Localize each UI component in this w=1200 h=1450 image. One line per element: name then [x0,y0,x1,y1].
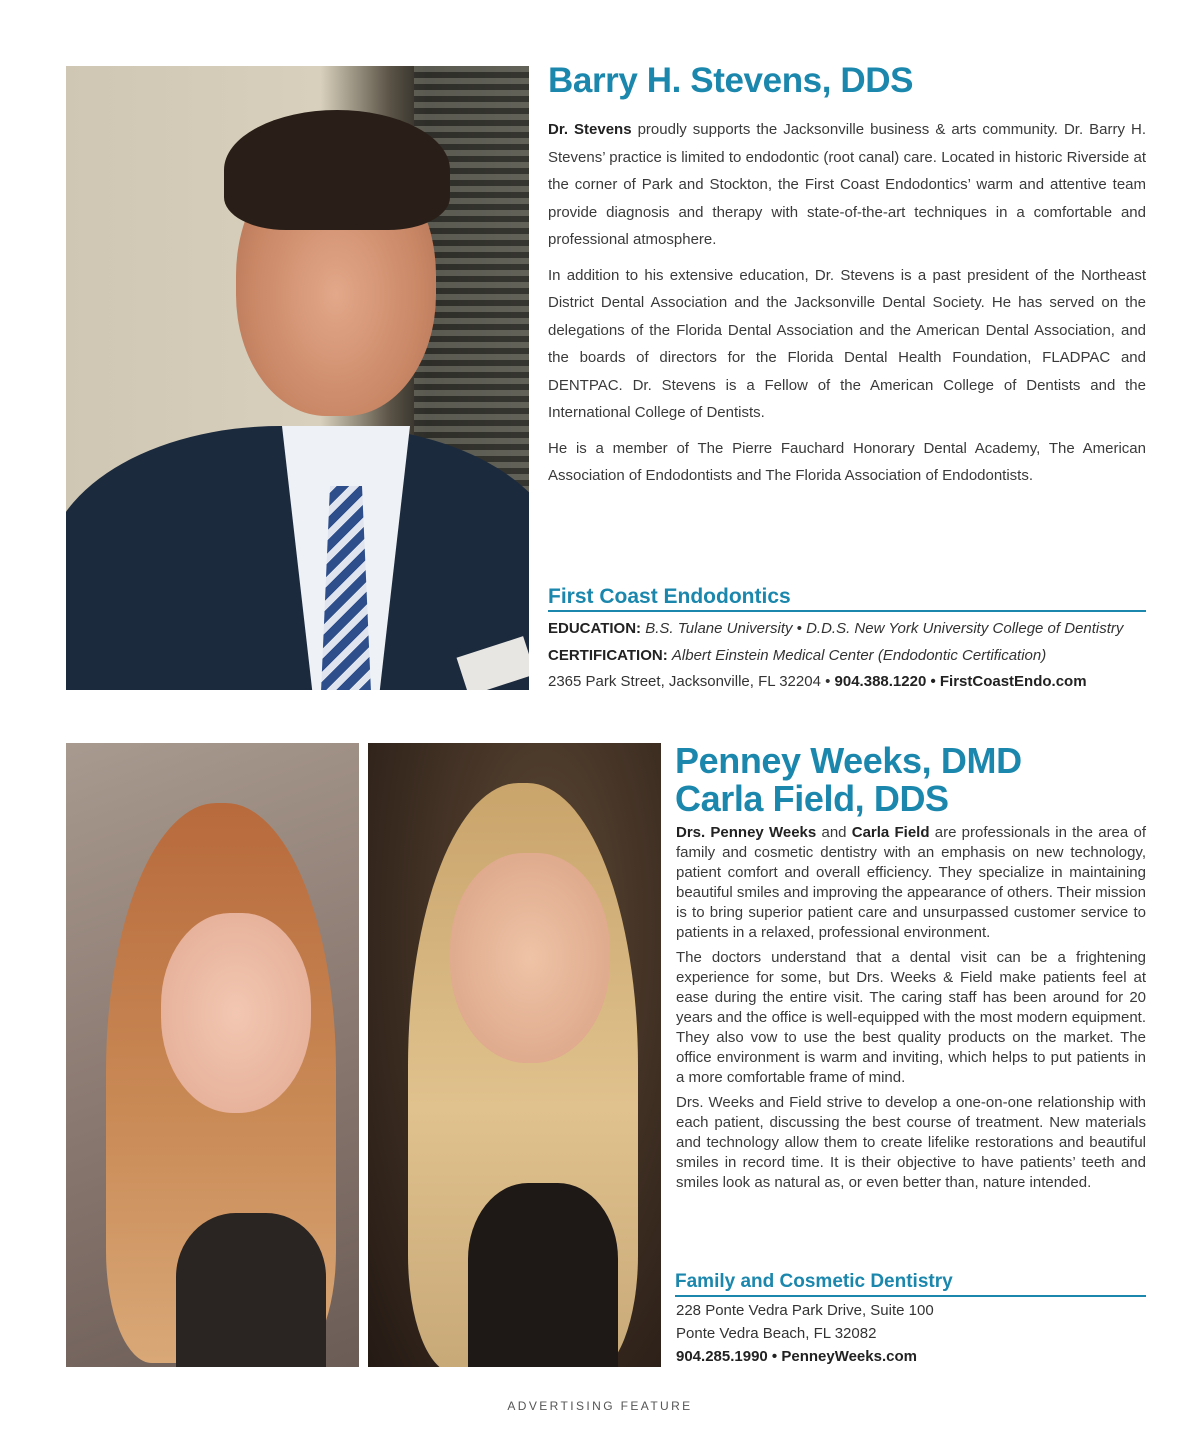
weeks-field-practice-heading: Family and Cosmetic Dentistry [675,1269,1146,1297]
stevens-address-line [548,669,1148,696]
weeks-field-bio-paragraph-1 [676,823,1146,943]
advertising-feature-footer: ADVERTISING FEATURE [507,1399,693,1413]
intro-and: and [816,824,852,841]
stevens-bio-paragraph-2: In addition to his extensive education, Dr. Stevens is a past president of the Northeast District Dental Association and the Jacksonville Dental Society. He has served on the delegations of the Florida Dental Association and the American Dental Association, and the boards of directors for the Florida Dental Health Foundation, FLADPAC and DENTPAC. Dr. Stevens is a Fellow of the American College of Dentists and the International College of Dentists. [548,266,1146,421]
weeks-field-bio [676,823,1146,1198]
weeks-field-names-heading [675,742,1155,818]
stevens-intro-text: proudly supports the Jacksonville business & arts community. Dr. Barry H. Stevens’ practice is limited to endodontic (root canal) care. Located in historic Riverside at the corner of Park and Stockton, the First Coast Endodontics’ warm and attentive team provide diagnosis and therapy with state-of-the-art techniques in a comfortable and professional atmosphere. [548,121,1146,248]
weeks-field-bio-paragraph-3: Drs. Weeks and Field strive to develop a one-on-one relationship with each patient, discussing the best course of treatment. New materials and technology allow them to create lifelike restorations and beautiful smiles in record time. It is their objective to have patients’ teeth and smiles look as natural as, or even better than, nature intended. [676,1094,1146,1191]
weeks-phone-website-line [676,1345,1146,1368]
stevens-bio-paragraph-1 [548,116,1146,254]
weeks-phone-website: 904.285.1990 • PenneyWeeks.com [676,1348,917,1365]
weeks-address-line-1: 228 Ponte Vedra Park Drive, Suite 100 [676,1302,934,1319]
field-portrait-photo [368,743,661,1367]
certification-value: Albert Einstein Medical Center (Endodontic Certification) [671,646,1047,664]
top-clothing [176,1213,326,1367]
stevens-portrait-photo [66,66,529,690]
certification-line [548,643,1148,670]
face [450,853,610,1063]
stevens-name-heading: Barry H. Stevens, DDS [548,61,914,100]
field-intro-bold: Carla Field [851,824,930,841]
stevens-bio-paragraph-3: He is a member of The Pierre Fauchard Honorary Dental Academy, The American Association of Endodontists and The Florida Association of Endodontists. [548,439,1146,484]
stevens-practice-heading: First Coast Endodontics [548,584,1146,612]
stevens-intro-bold: Dr. Stevens [548,121,632,138]
top-clothing [468,1183,618,1367]
education-value: B.S. Tulane University • D.D.S. New York University College of Dentistry [645,620,1124,637]
weeks-address-line-2: Ponte Vedra Beach, FL 32082 [676,1325,877,1342]
weeks-field-bio-paragraph-2: The doctors understand that a dental visit can be a frightening experience for some, but Drs. Weeks & Field make patients feel at ease during the entire visit. The caring staff has been around for 20 years and the office is well-equipped with the most modern equipment. They also vow to use the best quality products on the market. The office environment is warm and inviting, which helps to put patients in a more comfortable frame of mind. [676,949,1146,1086]
education-line [548,616,1148,643]
weeks-field-contact-info [676,1299,1146,1368]
certification-label: CERTIFICATION: [548,646,668,664]
stevens-contact-info [548,616,1148,696]
weeks-intro-bold: Drs. Penney Weeks [676,824,817,841]
stevens-address: 2365 Park Street, Jacksonville, FL 32204 • [548,673,835,690]
field-name: Carla Field, DDS [675,778,949,819]
weeks-field-intro-text: are professionals in the area of family and cosmetic dentistry with an emphasis on new technology, patient comfort and overall efficiency. They specialize in maintaining beautiful smiles and improving the appearance of others. Their mission is to bring superior patient care and unsurpassed customer service to patients in a relaxed, professional environment. [676,824,1146,941]
education-label: EDUCATION: [548,620,642,637]
weeks-name: Penney Weeks, DMD [675,740,1022,781]
weeks-portrait-photo [66,743,359,1367]
stevens-bio [548,116,1146,498]
face [161,913,311,1113]
hair [224,110,450,230]
stevens-phone-website: 904.388.1220 • FirstCoastEndo.com [834,673,1087,690]
